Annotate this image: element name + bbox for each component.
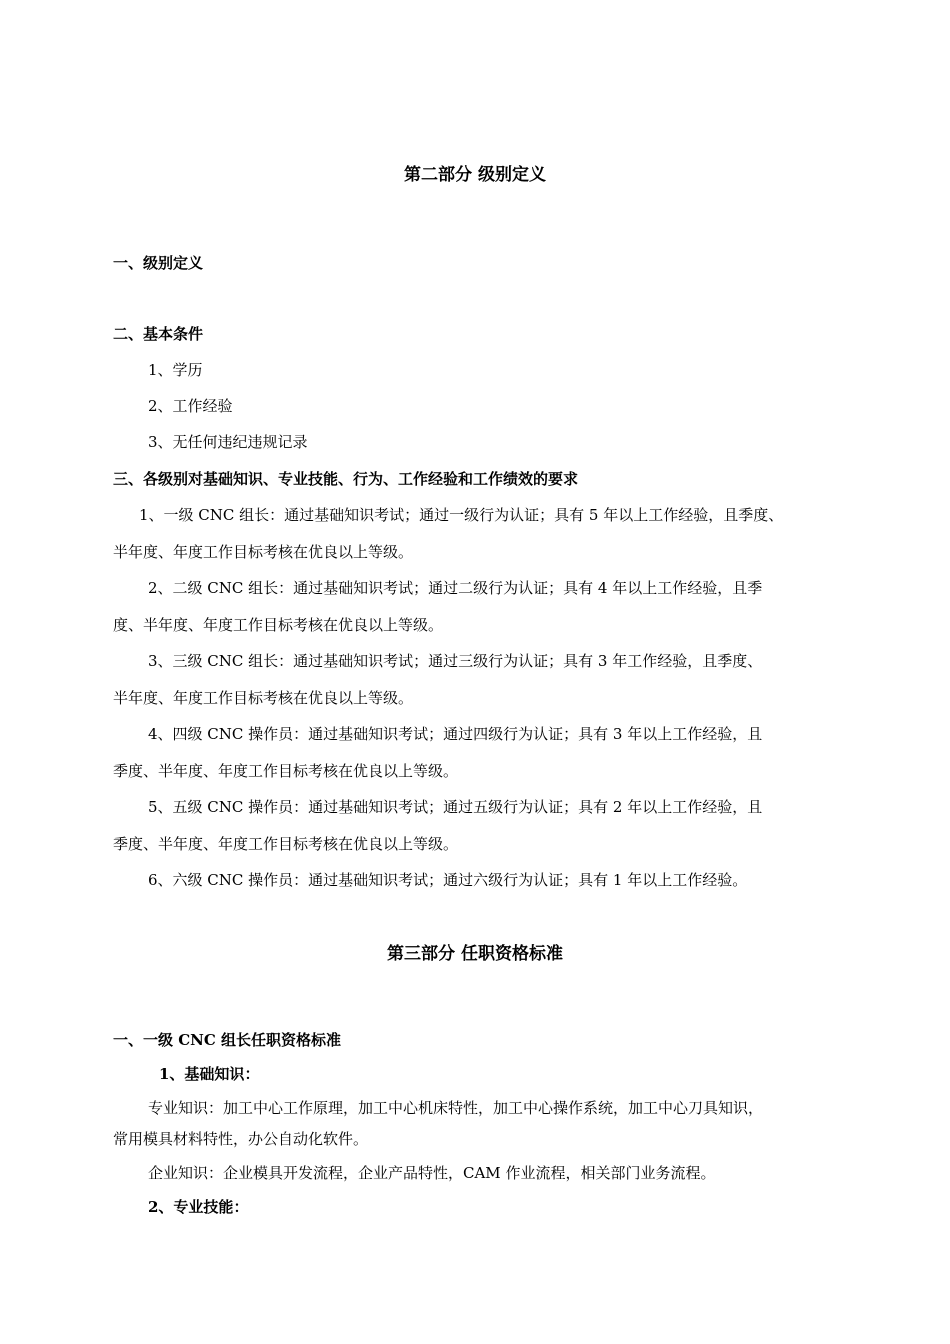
paragraph-line: 季度、半年度、年度工作目标考核在优良以上等级。 bbox=[113, 835, 459, 853]
part2-section3-heading: 三、各级别对基础知识、专业技能、行为、工作经验和工作绩效的要求 bbox=[113, 470, 579, 488]
paragraph-line: 4、四级 CNC 操作员：通过基础知识考试；通过四级行为认证；具有 3 年以上工作经验，且 bbox=[148, 725, 763, 743]
list-item: 2、工作经验 bbox=[148, 397, 233, 415]
paragraph-line: 度、半年度、年度工作目标考核在优良以上等级。 bbox=[113, 616, 444, 634]
paragraph-line: 半年度、年度工作目标考核在优良以上等级。 bbox=[113, 689, 414, 707]
paragraph-line: 企业知识：企业模具开发流程，企业产品特性，CAM 作业流程，相关部门业务流程。 bbox=[148, 1164, 716, 1182]
paragraph-line: 专业知识：加工中心工作原理，加工中心机床特性，加工中心操作系统，加工中心刀具知识， bbox=[148, 1099, 764, 1117]
paragraph-line: 6、六级 CNC 操作员：通过基础知识考试；通过六级行为认证；具有 1 年以上工作经验。 bbox=[148, 871, 748, 889]
part3-subheading-skills: 2、专业技能： bbox=[148, 1198, 249, 1216]
part3-subheading-knowledge: 1、基础知识： bbox=[159, 1065, 260, 1083]
paragraph-line: 常用模具材料特性，办公自动化软件。 bbox=[113, 1130, 369, 1148]
paragraph-line: 2、二级 CNC 组长：通过基础知识考试；通过二级行为认证；具有 4 年以上工作经验，且季 bbox=[148, 579, 763, 597]
paragraph-line: 半年度、年度工作目标考核在优良以上等级。 bbox=[113, 543, 414, 561]
part2-title: 第二部分 级别定义 bbox=[404, 165, 546, 185]
paragraph-line: 5、五级 CNC 操作员：通过基础知识考试；通过五级行为认证；具有 2 年以上工作经验，且 bbox=[148, 798, 763, 816]
paragraph-line: 1、一级 CNC 组长：通过基础知识考试；通过一级行为认证；具有 5 年以上工作经验，且季度、 bbox=[139, 506, 784, 524]
part3-section1-heading: 一、一级 CNC 组长任职资格标准 bbox=[113, 1031, 342, 1049]
part2-section2-heading: 二、基本条件 bbox=[113, 325, 204, 343]
part2-section1-heading: 一、级别定义 bbox=[113, 254, 204, 272]
list-item: 3、无任何违纪违规记录 bbox=[148, 433, 308, 451]
part3-title: 第三部分 任职资格标准 bbox=[387, 944, 563, 964]
paragraph-line: 3、三级 CNC 组长：通过基础知识考试；通过三级行为认证；具有 3 年工作经验，且季度、 bbox=[148, 652, 763, 670]
paragraph-line: 季度、半年度、年度工作目标考核在优良以上等级。 bbox=[113, 762, 459, 780]
list-item: 1、学历 bbox=[148, 361, 203, 379]
